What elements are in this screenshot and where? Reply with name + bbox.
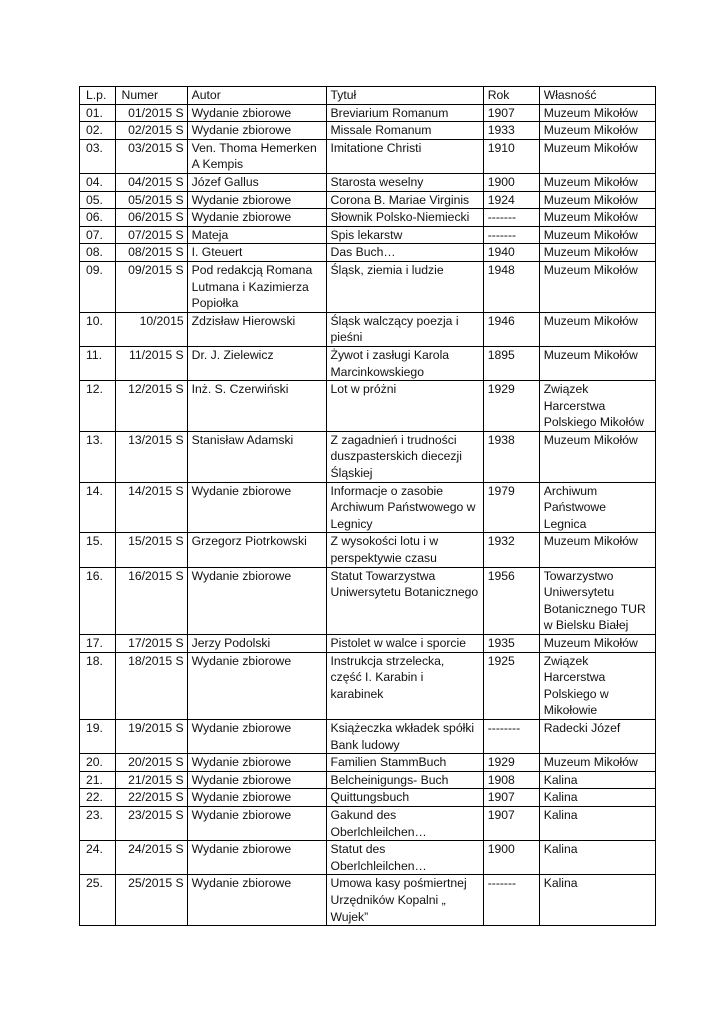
header-rok: Rok	[483, 87, 539, 105]
cell-tytul: Instrukcja strzelecka, część I. Karabin i karabinek	[326, 652, 483, 719]
cell-autor: Wydanie zbiorowe	[187, 567, 326, 634]
cell-wlasnosc: Muzeum Mikołów	[539, 209, 655, 227]
cell-lp: 13.	[80, 431, 116, 482]
cell-tytul: Missale Romanum	[326, 122, 483, 140]
cell-wlasnosc: Muzeum Mikołów	[539, 754, 655, 772]
cell-autor: Wydanie zbiorowe	[187, 754, 326, 772]
table-row	[80, 533, 656, 567]
cell-autor: Pod redakcją Romana Lutmana i Kazimierza Popiołka	[187, 261, 326, 312]
cell-rok: 1908	[483, 771, 539, 789]
cell-tytul: Statut Towarzystwa Uniwersytetu Botanicznego	[326, 567, 483, 634]
cell-lp: 01.	[80, 104, 116, 122]
cell-numer: 08/2015 S	[115, 244, 187, 262]
cell-tytul: Statut des Oberlchleilchen…	[326, 841, 483, 875]
cell-lp: 20.	[80, 754, 116, 772]
cell-numer: 23/2015 S	[115, 806, 187, 840]
cell-numer: 14/2015 S	[115, 482, 187, 533]
cell-numer: 19/2015 S	[115, 719, 187, 753]
cell-tytul: Gakund des Oberlchleilchen…	[326, 806, 483, 840]
table-row	[80, 635, 656, 653]
table-header-row	[80, 87, 656, 105]
cell-autor: Wydanie zbiorowe	[187, 191, 326, 209]
table-row	[80, 719, 656, 753]
cell-wlasnosc: Muzeum Mikołów	[539, 244, 655, 262]
cell-tytul: Z wysokości lotu i w perspektywie czasu	[326, 533, 483, 567]
cell-autor: Grzegorz Piotrkowski	[187, 533, 326, 567]
table-body	[80, 104, 656, 926]
cell-wlasnosc: Muzeum Mikołów	[539, 191, 655, 209]
cell-autor: Wydanie zbiorowe	[187, 789, 326, 807]
cell-tytul: Umowa kasy pośmiertnej Urzędników Kopalni „ Wujek”	[326, 875, 483, 926]
header-tytul: Tytuł	[326, 87, 483, 105]
cell-rok: 1907	[483, 806, 539, 840]
cell-wlasnosc: Muzeum Mikołów	[539, 226, 655, 244]
cell-wlasnosc: Kalina	[539, 771, 655, 789]
cell-rok: 1946	[483, 312, 539, 346]
cell-lp: 17.	[80, 635, 116, 653]
table-row	[80, 875, 656, 926]
cell-wlasnosc: Towarzystwo Uniwersytetu Botanicznego TUR w Bielsku Białej	[539, 567, 655, 634]
cell-tytul: Spis lekarstw	[326, 226, 483, 244]
cell-rok: 1924	[483, 191, 539, 209]
cell-numer: 17/2015 S	[115, 635, 187, 653]
cell-autor: Wydanie zbiorowe	[187, 719, 326, 753]
cell-wlasnosc: Muzeum Mikołów	[539, 431, 655, 482]
cell-wlasnosc: Radecki Józef	[539, 719, 655, 753]
cell-tytul: Książeczka wkładek spółki Bank ludowy	[326, 719, 483, 753]
cell-numer: 11/2015 S	[115, 346, 187, 380]
book-catalog-table	[79, 86, 656, 926]
cell-numer: 02/2015 S	[115, 122, 187, 140]
cell-wlasnosc: Archiwum Państwowe Legnica	[539, 482, 655, 533]
cell-rok: 1900	[483, 173, 539, 191]
cell-wlasnosc: Kalina	[539, 789, 655, 807]
header-numer: Numer	[115, 87, 187, 105]
cell-rok: 1907	[483, 104, 539, 122]
cell-tytul: Breviarium Romanum	[326, 104, 483, 122]
cell-autor: Wydanie zbiorowe	[187, 122, 326, 140]
table-row	[80, 226, 656, 244]
cell-wlasnosc: Kalina	[539, 875, 655, 926]
cell-lp: 08.	[80, 244, 116, 262]
cell-numer: 20/2015 S	[115, 754, 187, 772]
cell-numer: 05/2015 S	[115, 191, 187, 209]
document-page	[79, 86, 656, 926]
cell-numer: 24/2015 S	[115, 841, 187, 875]
cell-autor: Wydanie zbiorowe	[187, 209, 326, 227]
table-row	[80, 312, 656, 346]
table-row	[80, 789, 656, 807]
cell-rok: 1948	[483, 261, 539, 312]
table-row	[80, 122, 656, 140]
cell-autor: Inż. S. Czerwiński	[187, 381, 326, 432]
cell-tytul: Z zagadnień i trudności duszpasterskich diecezji Śląskiej	[326, 431, 483, 482]
cell-tytul: Quittungsbuch	[326, 789, 483, 807]
cell-tytul: Śląsk walczący poezja i pieśni	[326, 312, 483, 346]
cell-tytul: Słownik Polsko-Niemiecki	[326, 209, 483, 227]
cell-lp: 23.	[80, 806, 116, 840]
cell-wlasnosc: Muzeum Mikołów	[539, 261, 655, 312]
table-row	[80, 841, 656, 875]
table-row	[80, 482, 656, 533]
cell-numer: 22/2015 S	[115, 789, 187, 807]
cell-autor: Ven. Thoma Hemerken A Kempis	[187, 139, 326, 173]
cell-numer: 21/2015 S	[115, 771, 187, 789]
table-row	[80, 806, 656, 840]
cell-lp: 19.	[80, 719, 116, 753]
cell-wlasnosc: Kalina	[539, 841, 655, 875]
cell-wlasnosc: Muzeum Mikołów	[539, 533, 655, 567]
table-row	[80, 567, 656, 634]
cell-lp: 12.	[80, 381, 116, 432]
cell-rok: --------	[483, 719, 539, 753]
cell-numer: 15/2015 S	[115, 533, 187, 567]
cell-numer: 25/2015 S	[115, 875, 187, 926]
cell-lp: 22.	[80, 789, 116, 807]
cell-wlasnosc: Muzeum Mikołów	[539, 312, 655, 346]
cell-lp: 05.	[80, 191, 116, 209]
cell-lp: 04.	[80, 173, 116, 191]
cell-numer: 03/2015 S	[115, 139, 187, 173]
cell-autor: Zdzisław Hierowski	[187, 312, 326, 346]
cell-rok: 1933	[483, 122, 539, 140]
cell-lp: 02.	[80, 122, 116, 140]
cell-wlasnosc: Muzeum Mikołów	[539, 104, 655, 122]
cell-lp: 11.	[80, 346, 116, 380]
cell-tytul: Familien StammBuch	[326, 754, 483, 772]
table-row	[80, 431, 656, 482]
cell-autor: Wydanie zbiorowe	[187, 104, 326, 122]
cell-rok: 1938	[483, 431, 539, 482]
cell-lp: 14.	[80, 482, 116, 533]
cell-autor: Stanisław Adamski	[187, 431, 326, 482]
table-row	[80, 652, 656, 719]
cell-numer: 01/2015 S	[115, 104, 187, 122]
cell-rok: 1956	[483, 567, 539, 634]
table-row	[80, 346, 656, 380]
cell-wlasnosc: Kalina	[539, 806, 655, 840]
table-row	[80, 104, 656, 122]
cell-wlasnosc: Muzeum Mikołów	[539, 635, 655, 653]
cell-tytul: Corona B. Mariae Virginis	[326, 191, 483, 209]
header-wlasnosc: Własność	[539, 87, 655, 105]
cell-lp: 10.	[80, 312, 116, 346]
cell-autor: Józef Gallus	[187, 173, 326, 191]
cell-autor: Wydanie zbiorowe	[187, 771, 326, 789]
cell-numer: 18/2015 S	[115, 652, 187, 719]
cell-lp: 18.	[80, 652, 116, 719]
cell-rok: -------	[483, 226, 539, 244]
cell-tytul: Imitatione Christi	[326, 139, 483, 173]
table-row	[80, 173, 656, 191]
table-row	[80, 209, 656, 227]
cell-lp: 15.	[80, 533, 116, 567]
cell-wlasnosc: Związek Harcerstwa Polskiego Mikołów	[539, 381, 655, 432]
cell-autor: Wydanie zbiorowe	[187, 841, 326, 875]
cell-lp: 16.	[80, 567, 116, 634]
cell-wlasnosc: Muzeum Mikołów	[539, 122, 655, 140]
cell-tytul: Starosta weselny	[326, 173, 483, 191]
table-row	[80, 381, 656, 432]
cell-tytul: Belcheinigungs- Buch	[326, 771, 483, 789]
cell-autor: Wydanie zbiorowe	[187, 875, 326, 926]
cell-tytul: Śląsk, ziemia i ludzie	[326, 261, 483, 312]
header-autor: Autor	[187, 87, 326, 105]
cell-autor: Wydanie zbiorowe	[187, 806, 326, 840]
cell-numer: 13/2015 S	[115, 431, 187, 482]
cell-numer: 04/2015 S	[115, 173, 187, 191]
cell-wlasnosc: Związek Harcerstwa Polskiego w Mikołowie	[539, 652, 655, 719]
cell-autor: Mateja	[187, 226, 326, 244]
cell-autor: I. Gteuert	[187, 244, 326, 262]
table-row	[80, 139, 656, 173]
table-row	[80, 754, 656, 772]
table-row	[80, 771, 656, 789]
cell-rok: 1925	[483, 652, 539, 719]
cell-tytul: Informacje o zasobie Archiwum Państwowego w Legnicy	[326, 482, 483, 533]
table-row	[80, 191, 656, 209]
cell-lp: 25.	[80, 875, 116, 926]
cell-rok: 1929	[483, 381, 539, 432]
cell-autor: Dr. J. Zielewicz	[187, 346, 326, 380]
cell-tytul: Żywot i zasługi Karola Marcinkowskiego	[326, 346, 483, 380]
cell-autor: Jerzy Podolski	[187, 635, 326, 653]
cell-rok: 1940	[483, 244, 539, 262]
table-row	[80, 244, 656, 262]
cell-rok: -------	[483, 209, 539, 227]
cell-tytul: Das Buch…	[326, 244, 483, 262]
cell-rok: 1979	[483, 482, 539, 533]
cell-autor: Wydanie zbiorowe	[187, 652, 326, 719]
cell-tytul: Pistolet w walce i sporcie	[326, 635, 483, 653]
cell-lp: 03.	[80, 139, 116, 173]
cell-numer: 12/2015 S	[115, 381, 187, 432]
cell-numer: 16/2015 S	[115, 567, 187, 634]
cell-numer: 06/2015 S	[115, 209, 187, 227]
cell-lp: 21.	[80, 771, 116, 789]
cell-rok: 1929	[483, 754, 539, 772]
cell-autor: Wydanie zbiorowe	[187, 482, 326, 533]
cell-wlasnosc: Muzeum Mikołów	[539, 173, 655, 191]
cell-lp: 24.	[80, 841, 116, 875]
header-lp: L.p.	[80, 87, 116, 105]
table-row	[80, 261, 656, 312]
cell-numer: 10/2015	[115, 312, 187, 346]
cell-lp: 06.	[80, 209, 116, 227]
cell-rok: 1935	[483, 635, 539, 653]
cell-numer: 07/2015 S	[115, 226, 187, 244]
cell-rok: 1907	[483, 789, 539, 807]
cell-rok: -------	[483, 875, 539, 926]
cell-rok: 1900	[483, 841, 539, 875]
cell-numer: 09/2015 S	[115, 261, 187, 312]
cell-rok: 1910	[483, 139, 539, 173]
cell-rok: 1895	[483, 346, 539, 380]
cell-lp: 09.	[80, 261, 116, 312]
cell-rok: 1932	[483, 533, 539, 567]
cell-lp: 07.	[80, 226, 116, 244]
cell-wlasnosc: Muzeum Mikołów	[539, 139, 655, 173]
cell-tytul: Lot w próżni	[326, 381, 483, 432]
cell-wlasnosc: Muzeum Mikołów	[539, 346, 655, 380]
